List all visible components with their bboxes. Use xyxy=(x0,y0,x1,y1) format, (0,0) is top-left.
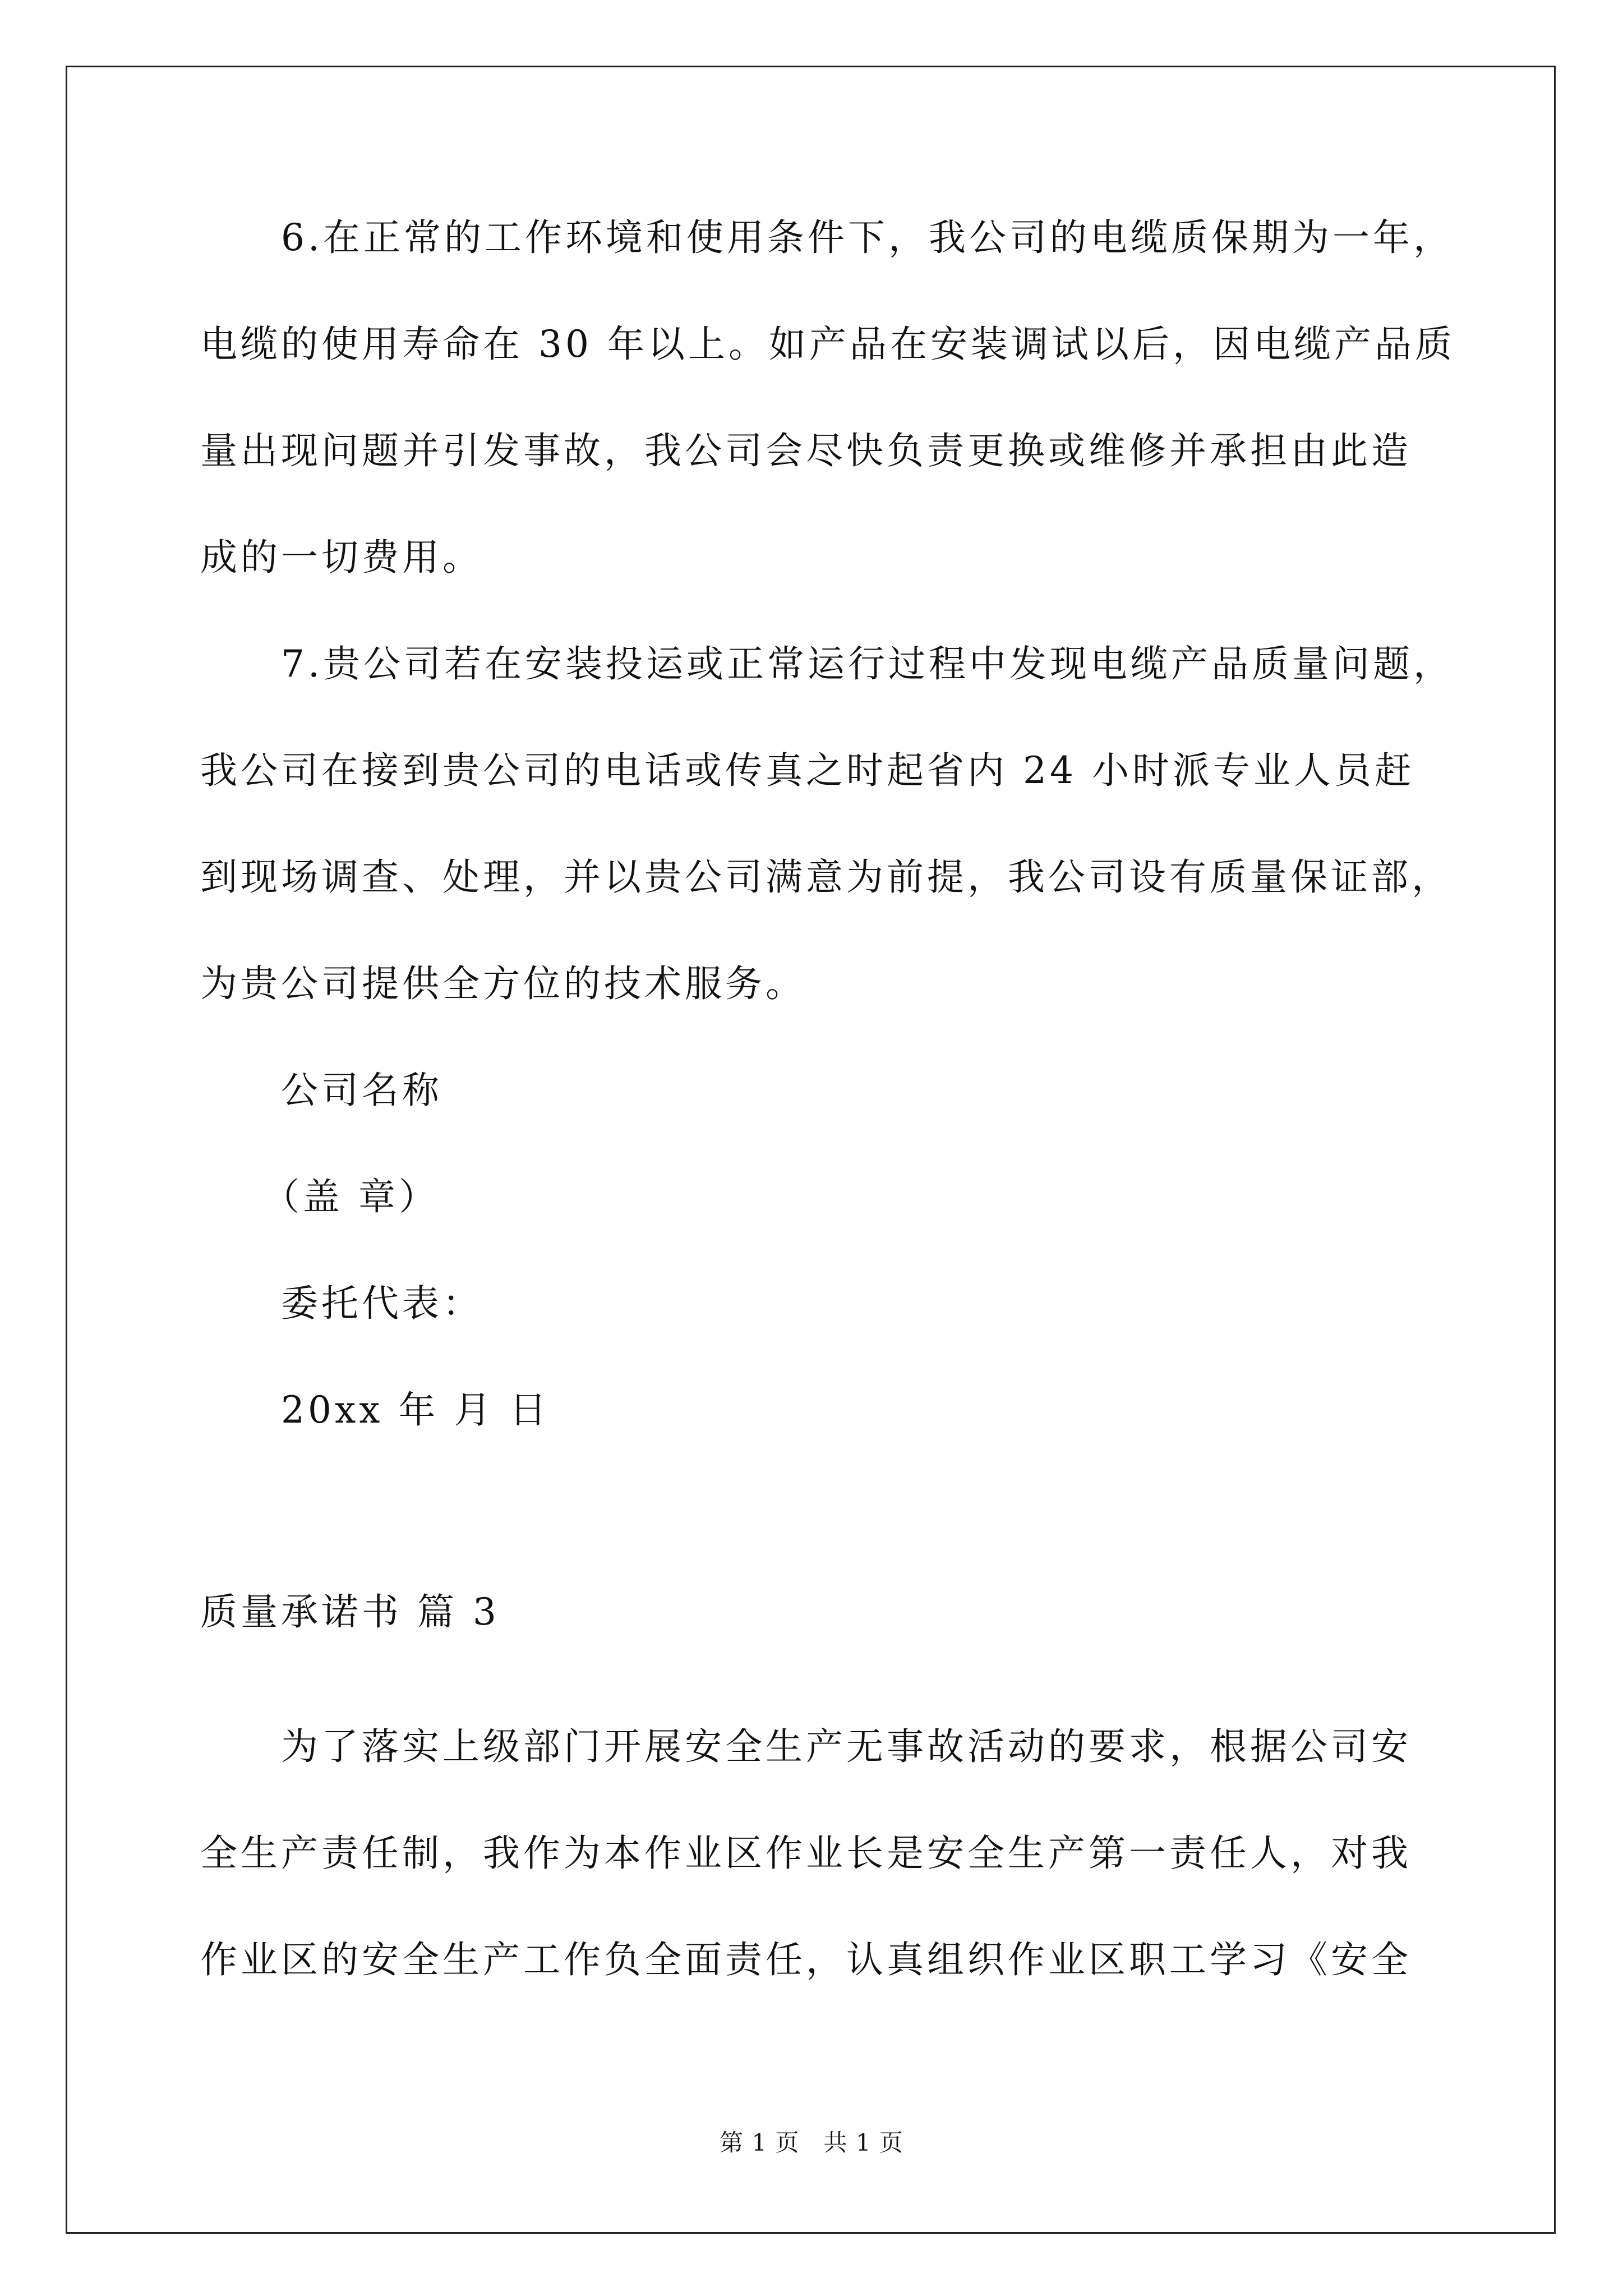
paragraph-6-line-2: 电缆的使用寿命在 30 年以上。如产品在安装调试以后，因电缆产品质 xyxy=(200,323,1455,366)
page-footer: 第 1 页 共 1 页 xyxy=(720,2129,903,2156)
page-border xyxy=(66,66,1556,2234)
paragraph-7-line-2: 我公司在接到贵公司的电话或传真之时起省内 24 小时派专业人员赶 xyxy=(200,749,1415,792)
paragraph-6-line-1: 6.在正常的工作环境和使用条件下，我公司的电缆质保期为一年， xyxy=(200,216,1454,259)
representative-label: 委托代表： xyxy=(200,1282,483,1325)
paragraph-7-line-4: 为贵公司提供全方位的技术服务。 xyxy=(200,962,806,1005)
section-title: 质量承诺书 篇 3 xyxy=(200,1590,500,1634)
seal-label: （盖 章） xyxy=(200,1175,439,1218)
paragraph-3-line-3: 作业区的安全生产工作负全面责任，认真组织作业区职工学习《安全 xyxy=(200,1938,1412,1981)
paragraph-7-line-3: 到现场调查、处理，并以贵公司满意为前提，我公司设有质量保证部， xyxy=(200,855,1452,899)
paragraph-6-line-3: 量出现问题并引发事故，我公司会尽快负责更换或维修并承担由此造 xyxy=(200,429,1412,472)
paragraph-7-line-1: 7.贵公司若在安装投运或正常运行过程中发现电缆产品质量问题， xyxy=(200,642,1454,685)
paragraph-3-line-1: 为了落实上级部门开展安全生产无事故活动的要求，根据公司安 xyxy=(200,1725,1412,1768)
company-name-label: 公司名称 xyxy=(200,1069,442,1112)
paragraph-6-line-4: 成的一切费用。 xyxy=(200,536,483,579)
paragraph-3-line-2: 全生产责任制，我作为本作业区作业长是安全生产第一责任人，对我 xyxy=(200,1832,1412,1875)
date-label: 20xx 年 月 日 xyxy=(200,1388,550,1432)
